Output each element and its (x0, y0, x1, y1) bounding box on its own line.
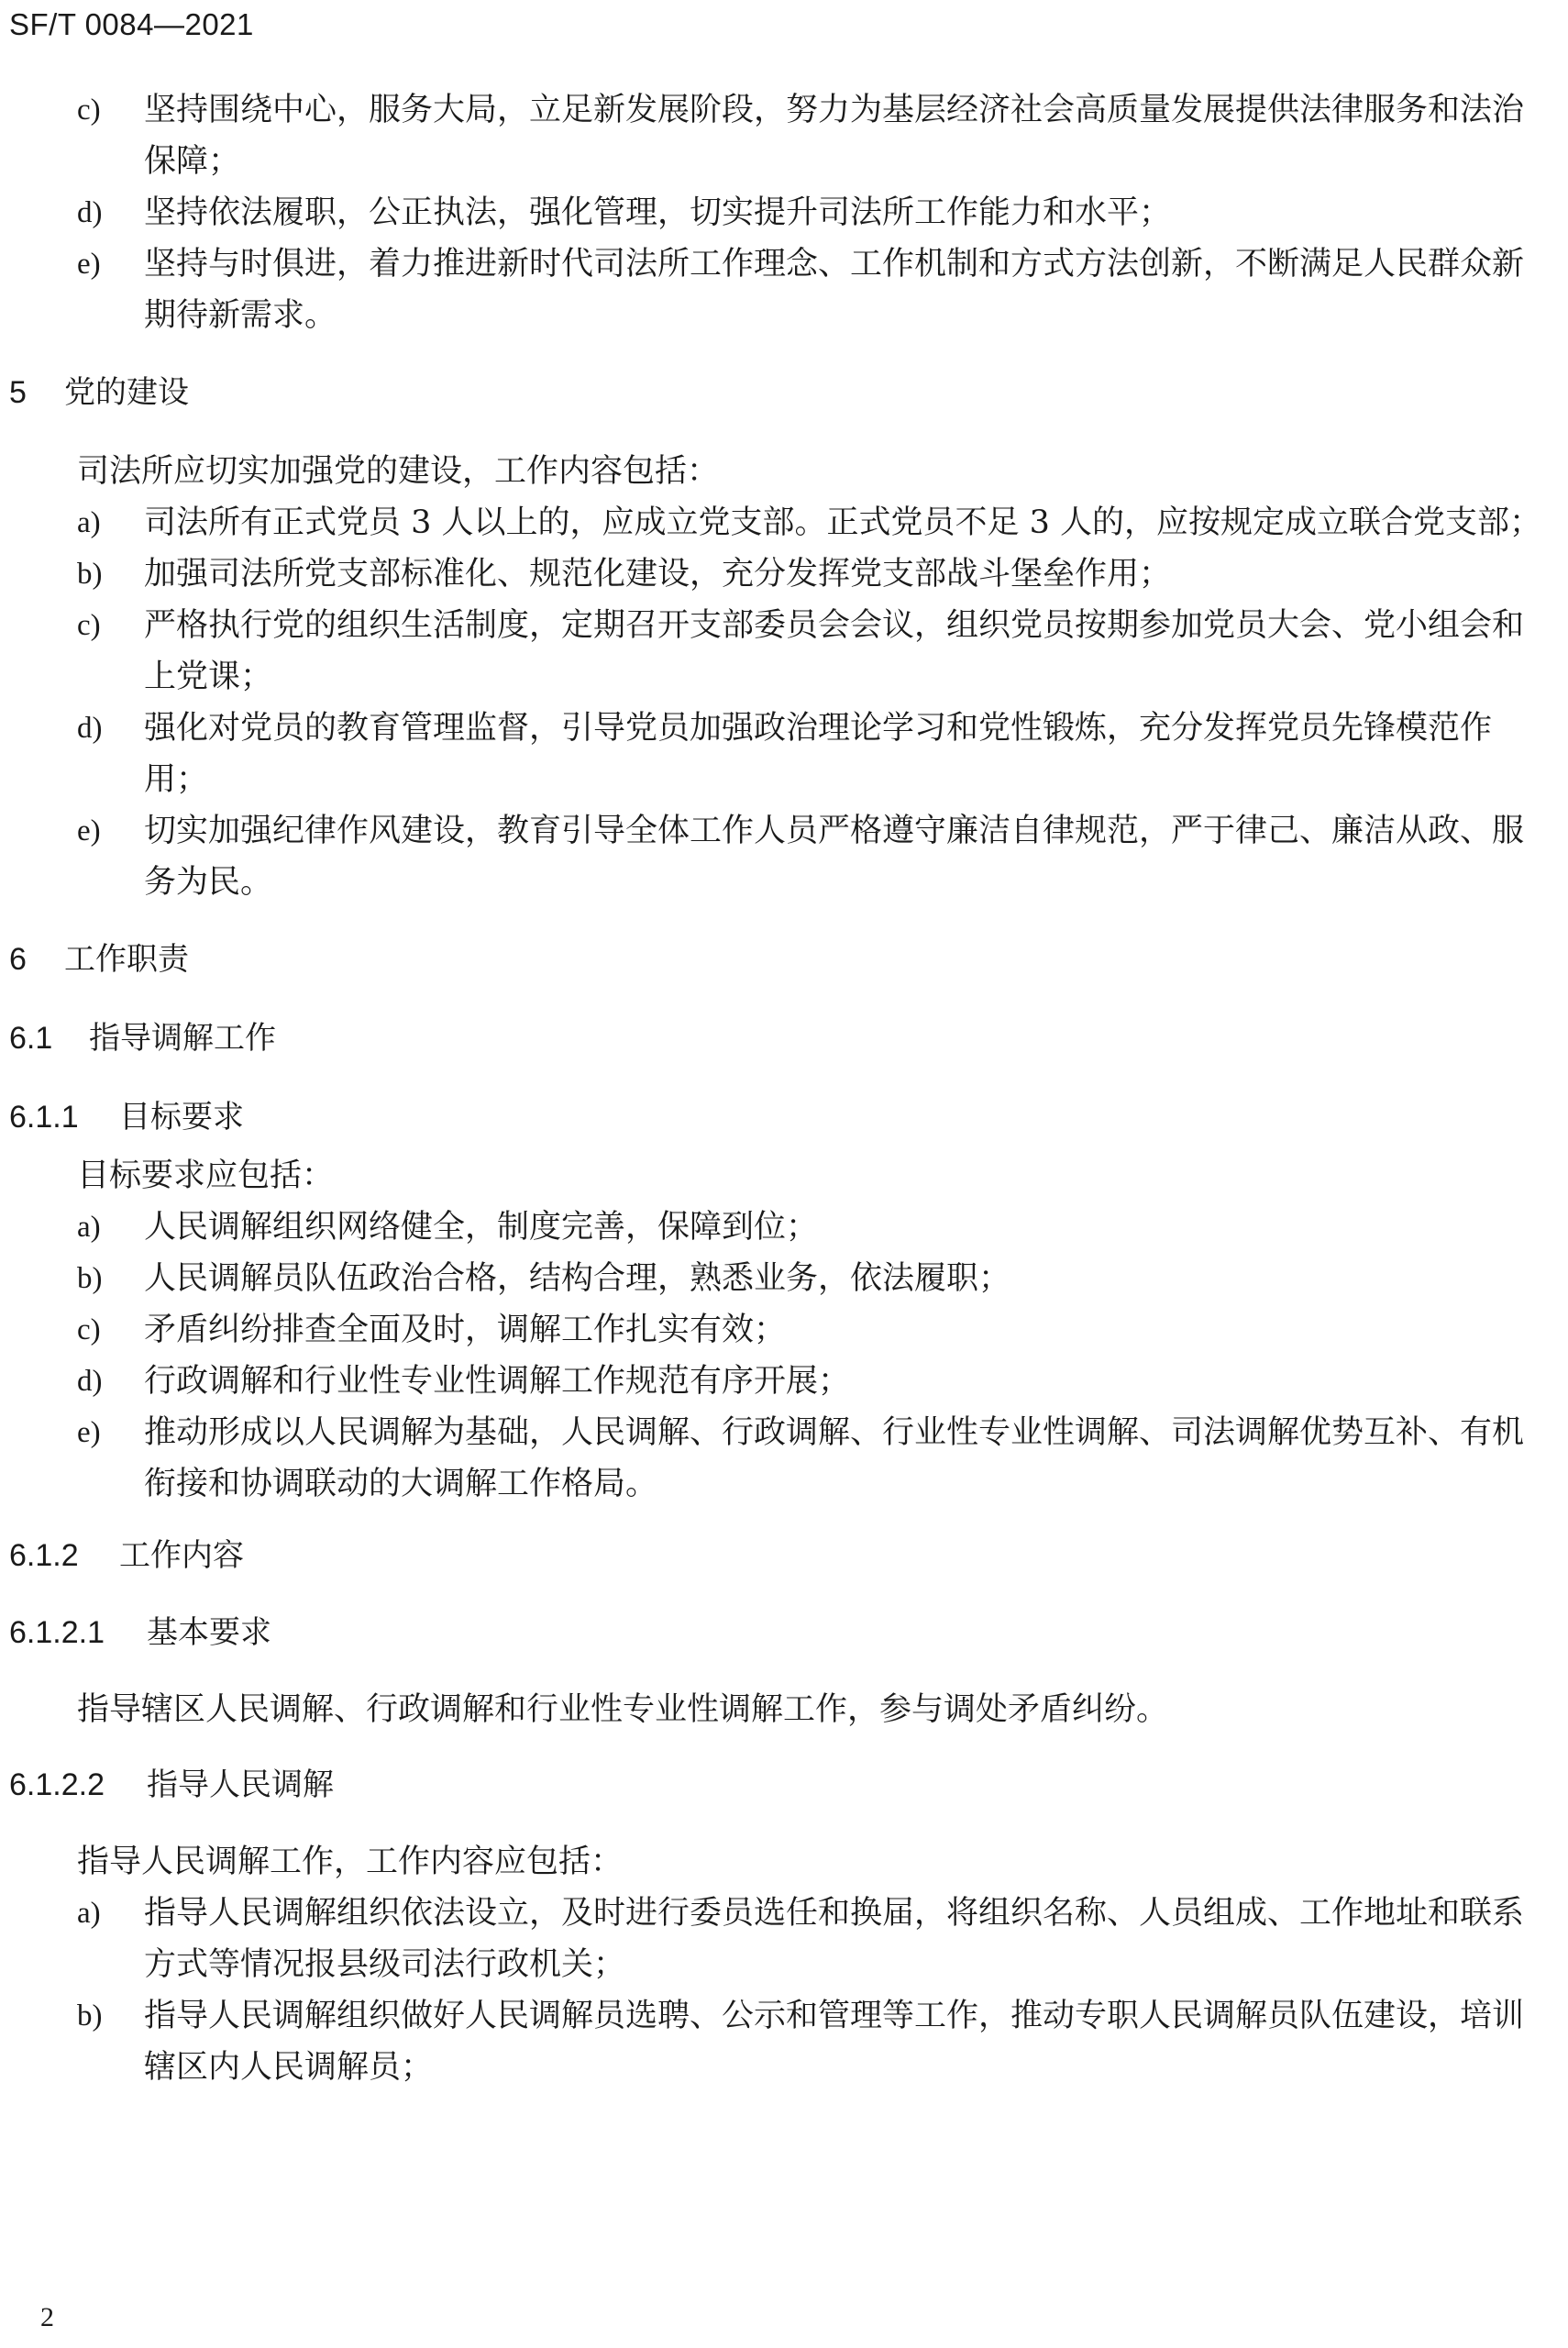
list-item-text: 行政调解和行业性专业性调解工作规范有序开展； (144, 1363, 851, 1400)
list-item (0, 1356, 1568, 1407)
section-number: 6.1.1 (9, 1100, 79, 1135)
section-heading (0, 934, 1568, 985)
section-number: 6.1.2.2 (9, 1767, 105, 1802)
section-number: 6.1.2.1 (9, 1615, 105, 1650)
section-number: 6.1 (9, 1021, 53, 1056)
section-heading (0, 367, 1568, 418)
list-item-text: 强化对党员的教育管理监督，引导党员加强政治理论学习和党性锻炼，充分发挥党员先锋模范作用； (144, 710, 1493, 798)
list-item (0, 1990, 1568, 2093)
list-item (0, 805, 1568, 908)
list-marker: a) (77, 1211, 101, 1244)
list-item-text: 指导人民调解组织依法设立，及时进行委员选任和换届，将组织名称、人员组成、工作地址和联系方式等情况报县级司法行政机关； (144, 1895, 1525, 1983)
list-item-text: 推动形成以人民调解为基础，人民调解、行政调解、行业性专业性调解、司法调解优势互补、有机衔接和协调联动的大调解工作格局。 (144, 1414, 1525, 1502)
subsection-heading (0, 1607, 1568, 1658)
list-item-text: 坚持围绕中心，服务大局，立足新发展阶段，努力为基层经济社会高质量发展提供法律服务和法治保障； (144, 92, 1525, 180)
list-item (0, 497, 1568, 548)
party-building-list (0, 497, 1568, 908)
section-title: 目标要求 (119, 1100, 244, 1135)
list-marker: b) (77, 1262, 103, 1295)
list-item-text: 指导人民调解组织做好人民调解员选聘、公示和管理等工作，推动专职人民调解员队伍建设，培训辖区内人民调解员； (144, 1998, 1525, 2086)
list-item-text: 严格执行党的组织生活制度，定期召开支部委员会会议，组织党员按期参加党员大会、党小组会和上党课； (144, 607, 1525, 695)
subsection-heading (0, 1530, 1568, 1581)
list-marker: d) (77, 1365, 103, 1398)
list-item-text: 坚持依法履职，公正执法，强化管理，切实提升司法所工作能力和水平； (144, 194, 1172, 231)
page-number: 2 (40, 2302, 54, 2332)
section-title: 党的建设 (64, 375, 189, 410)
list-marker: b) (77, 558, 103, 591)
section-number: 5 (9, 375, 27, 410)
list-marker: c) (77, 609, 101, 642)
list-item (0, 600, 1568, 703)
subsection-heading (0, 1091, 1568, 1143)
target-requirements-list (0, 1202, 1568, 1510)
section-title: 指导人民调解 (147, 1767, 334, 1802)
list-item (0, 84, 1568, 187)
section-lead: 目标要求应包括： (77, 1157, 335, 1194)
list-marker: b) (77, 1999, 103, 2032)
list-item-text: 切实加强纪律作风建设，教育引导全体工作人员严格遵守廉洁自律规范，严于律己、廉洁从政、服务为民。 (144, 813, 1525, 901)
list-marker: c) (77, 1313, 101, 1346)
list-marker: d) (77, 712, 103, 745)
section-title: 工作职责 (64, 942, 189, 977)
list-marker: a) (77, 1897, 101, 1930)
subsection-heading (0, 1759, 1568, 1811)
list-marker: e) (77, 248, 101, 281)
list-marker: c) (77, 94, 101, 127)
list-item-text: 坚持与时俱进，着力推进新时代司法所工作理念、工作机制和方式方法创新，不断满足人民群众新期待新需求。 (144, 246, 1525, 334)
section-title: 指导调解工作 (89, 1021, 276, 1056)
section-title: 基本要求 (147, 1615, 271, 1650)
list-item (0, 1407, 1568, 1510)
list-marker: d) (77, 196, 103, 229)
document-code: SF/T 0084—2021 (9, 7, 254, 41)
list-item-text: 人民调解组织网络健全，制度完善，保障到位； (144, 1209, 819, 1246)
principles-list (0, 84, 1568, 341)
list-item (0, 1304, 1568, 1356)
section-body: 指导辖区人民调解、行政调解和行业性专业性调解工作，参与调处矛盾纠纷。 (77, 1691, 1169, 1728)
section-title: 工作内容 (119, 1538, 244, 1573)
section-lead: 指导人民调解工作，工作内容应包括： (77, 1844, 624, 1880)
list-item (0, 1202, 1568, 1253)
people-mediation-list (0, 1888, 1568, 2093)
list-item (0, 1253, 1568, 1304)
list-item (0, 703, 1568, 805)
list-item (0, 1888, 1568, 1990)
section-number: 6.1.2 (9, 1538, 79, 1573)
list-item-text: 加强司法所党支部标准化、规范化建设，充分发挥党支部战斗堡垒作用； (144, 556, 1172, 593)
subsection-heading (0, 1013, 1568, 1064)
list-marker: a) (77, 506, 101, 539)
list-marker: e) (77, 814, 101, 847)
list-item-text: 司法所有正式党员 3 人以上的，应成立党支部。正式党员不足 3 人的，应按规定成立联合党支部； (144, 504, 1542, 541)
section-number: 6 (9, 942, 27, 977)
list-item (0, 238, 1568, 341)
list-item (0, 187, 1568, 238)
section-lead: 司法所应切实加强党的建设，工作内容包括： (77, 453, 720, 490)
page-content (0, 84, 1568, 2093)
list-marker: e) (77, 1416, 101, 1449)
list-item (0, 548, 1568, 600)
list-item-text: 人民调解员队伍政治合格，结构合理，熟悉业务，依法履职； (144, 1260, 1011, 1297)
list-item-text: 矛盾纠纷排查全面及时，调解工作扎实有效； (144, 1312, 787, 1348)
